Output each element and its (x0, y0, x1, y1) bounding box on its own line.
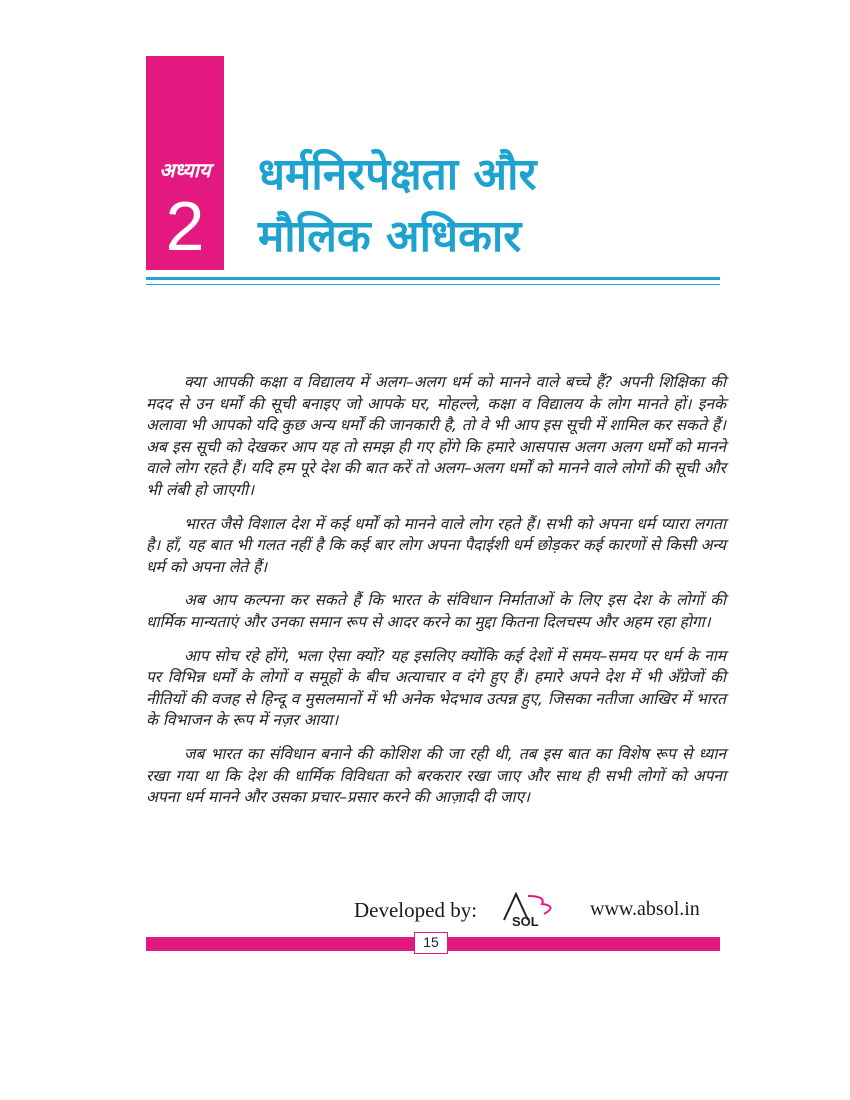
chapter-number: 2 (165, 187, 205, 265)
absol-logo-icon (498, 890, 568, 928)
publisher-branding (354, 890, 724, 930)
chapter-label: अध्याय (159, 158, 211, 182)
logo-text: SOL (512, 914, 539, 928)
body-text (146, 372, 726, 821)
title-divider-thick (146, 277, 720, 280)
paragraph: अब आप कल्पना कर सकते हैं कि भारत के संविधान निर्माताओं के लिए इस देश के लोगों की धार्मिक मान्यताएं और उनका समान रूप से आदर करने का मुद्दा कितना दिलचस्प और अहम रहा होगा। (146, 591, 726, 631)
paragraph: भारत जैसे विशाल देश में कई धर्मों को मानने वाले लोग रहते हैं। सभी को अपना धर्म प्यारा लगता है। हाँ, यह बात भी गलत नहीं है कि कई बार लोग अपना पैदाईशी धर्म छोड़कर कई कारणों से किसी अन्य धर्म को अपना लेते हैं। (146, 514, 726, 576)
chapter-title-line-2: मौलिक अधिकार (258, 211, 522, 262)
chapter-title-line-1: धर्मनिरपेक्षता और (258, 149, 537, 200)
chapter-badge (146, 56, 224, 270)
paragraph: जब भारत का संविधान बनाने की कोशिश की जा रही थी, तब इस बात का विशेष रूप से ध्यान रखा गया था कि देश की धार्मिक विविधता को बरकरार रखा जाए और साथ ही सभी लोगों को अपना अपना धर्म मानने और उसका प्रचार–प्रसार करने की आज़ादी दी जाए। (146, 744, 726, 807)
website-url: www.absol.in (590, 898, 700, 920)
chapter-title (258, 144, 728, 268)
title-divider-thin (146, 284, 720, 285)
page-number: 15 (414, 932, 448, 954)
developed-by-label: Developed by: (354, 898, 478, 922)
paragraph: क्या आपकी कक्षा व विद्यालय में अलग–अलग धर्म को मानने वाले बच्चे हैं? अपनी शिक्षिका की मदद से उन धर्मों की सूची बनाइए जो आपके घर, मोहल्ले, कक्षा व विद्यालय के लोग मानते हों। इनके अलावा भी आपको यदि कुछ अन्य धर्मों की जानकारी है, तो वे भी आप इस सूची में शामिल कर सकते हैं। अब इस सूची को देखकर आप यह तो समझ ही गए होंगे कि हमारे आसपास अलग अलग धर्मों को मानने वाले लोग रहते हैं। यदि हम पूरे देश की बात करें तो अलग–अलग धर्मों को मानने वाले लोगों की सूची और भी लंबी हो जाएगी। (146, 373, 726, 499)
paragraph: आप सोच रहे होंगे, भला ऐसा क्यों? यह इसलिए क्योंकि कई देशों में समय–समय पर धर्म के नाम पर विभिन्न धर्मों के लोगों व समूहों के बीच अत्याचार व दंगे हुए हैं। हमारे अपने देश में भी अँग्रेजों की नीतियों की वजह से हिन्दू व मुसलमानों में भी अनेक भेदभाव उत्पन्न हुए, जिसका नतीजा आखिर में भारत के विभाजन के रूप में नज़र आया। (146, 646, 726, 730)
